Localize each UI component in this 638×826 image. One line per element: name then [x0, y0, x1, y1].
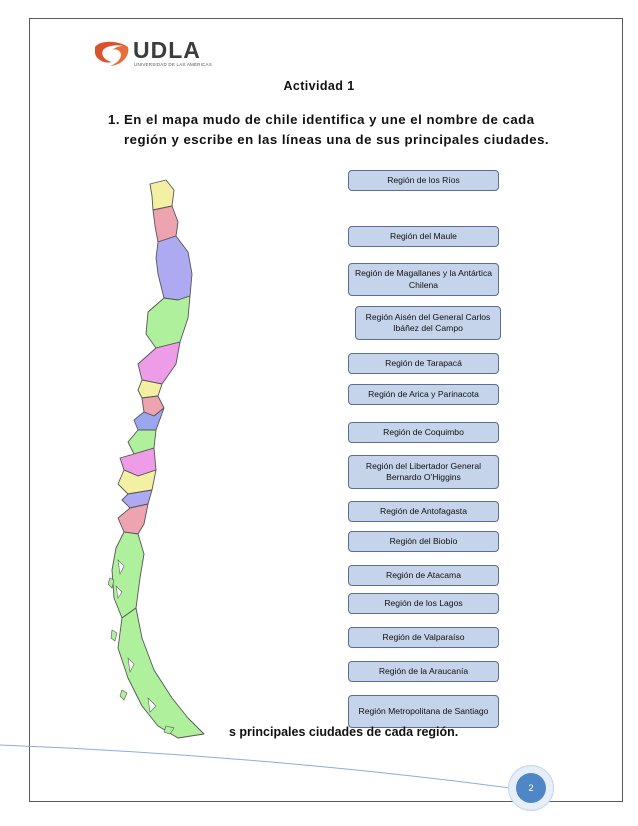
instruction-text: En el mapa mudo de chile identifica y une el nombre de cada región y escribe en las líneas una de sus principales ciudades.	[124, 112, 550, 147]
map-region-arica	[150, 180, 174, 210]
map-region-aisen	[112, 532, 144, 618]
region-ohiggins[interactable]: Región del Libertador General Bernardo O'Higgins	[348, 455, 499, 489]
map-region-antofagasta	[156, 236, 192, 300]
region-arica-parinacota[interactable]: Región de Arica y Parinacota	[348, 384, 499, 405]
map-region-los-lagos	[118, 504, 148, 534]
region-coquimbo[interactable]: Región de Coquimbo	[348, 422, 499, 443]
region-antofagasta[interactable]: Región de Antofagasta	[348, 501, 499, 522]
activity-title: Actividad 1	[283, 79, 355, 93]
region-maule[interactable]: Región del Maule	[348, 226, 499, 247]
partially-hidden-footer-text	[229, 725, 509, 741]
logo-wordmark: UDLA	[133, 37, 201, 63]
chile-blank-map	[108, 178, 218, 743]
region-valparaiso[interactable]: Región de Valparaíso	[348, 627, 499, 648]
region-los-lagos[interactable]: Región de los Lagos	[348, 593, 499, 614]
region-los-rios[interactable]: Región de los Ríos	[348, 170, 499, 191]
region-aisen[interactable]: Región Aisén del General Carlos Ibáñez del Campo	[355, 306, 501, 340]
udla-logo-mark-icon	[92, 38, 132, 72]
page-number: 2	[516, 773, 546, 803]
map-region-atacama	[146, 296, 190, 348]
region-atacama[interactable]: Región de Atacama	[348, 565, 499, 586]
region-tarapaca[interactable]: Región de Tarapacá	[348, 353, 499, 374]
udla-logo	[92, 38, 212, 72]
region-araucania[interactable]: Región de la Araucanía	[348, 661, 499, 682]
page-number-badge	[508, 765, 554, 811]
map-region-magallanes	[118, 608, 204, 738]
region-biobio[interactable]: Región del Biobío	[348, 531, 499, 552]
region-metropolitana[interactable]: Región Metropolitana de Santiago	[348, 695, 499, 728]
footer-text: s principales ciudades de cada región.	[229, 725, 459, 739]
map-region-coquimbo	[138, 342, 180, 384]
instruction-number: 1.	[108, 112, 120, 127]
instruction	[108, 110, 578, 149]
logo-subtitle: UNIVERSIDAD DE LAS AMÉRICAS	[134, 62, 212, 67]
region-magallanes[interactable]: Región de Magallanes y la Antártica Chilena	[348, 263, 499, 296]
